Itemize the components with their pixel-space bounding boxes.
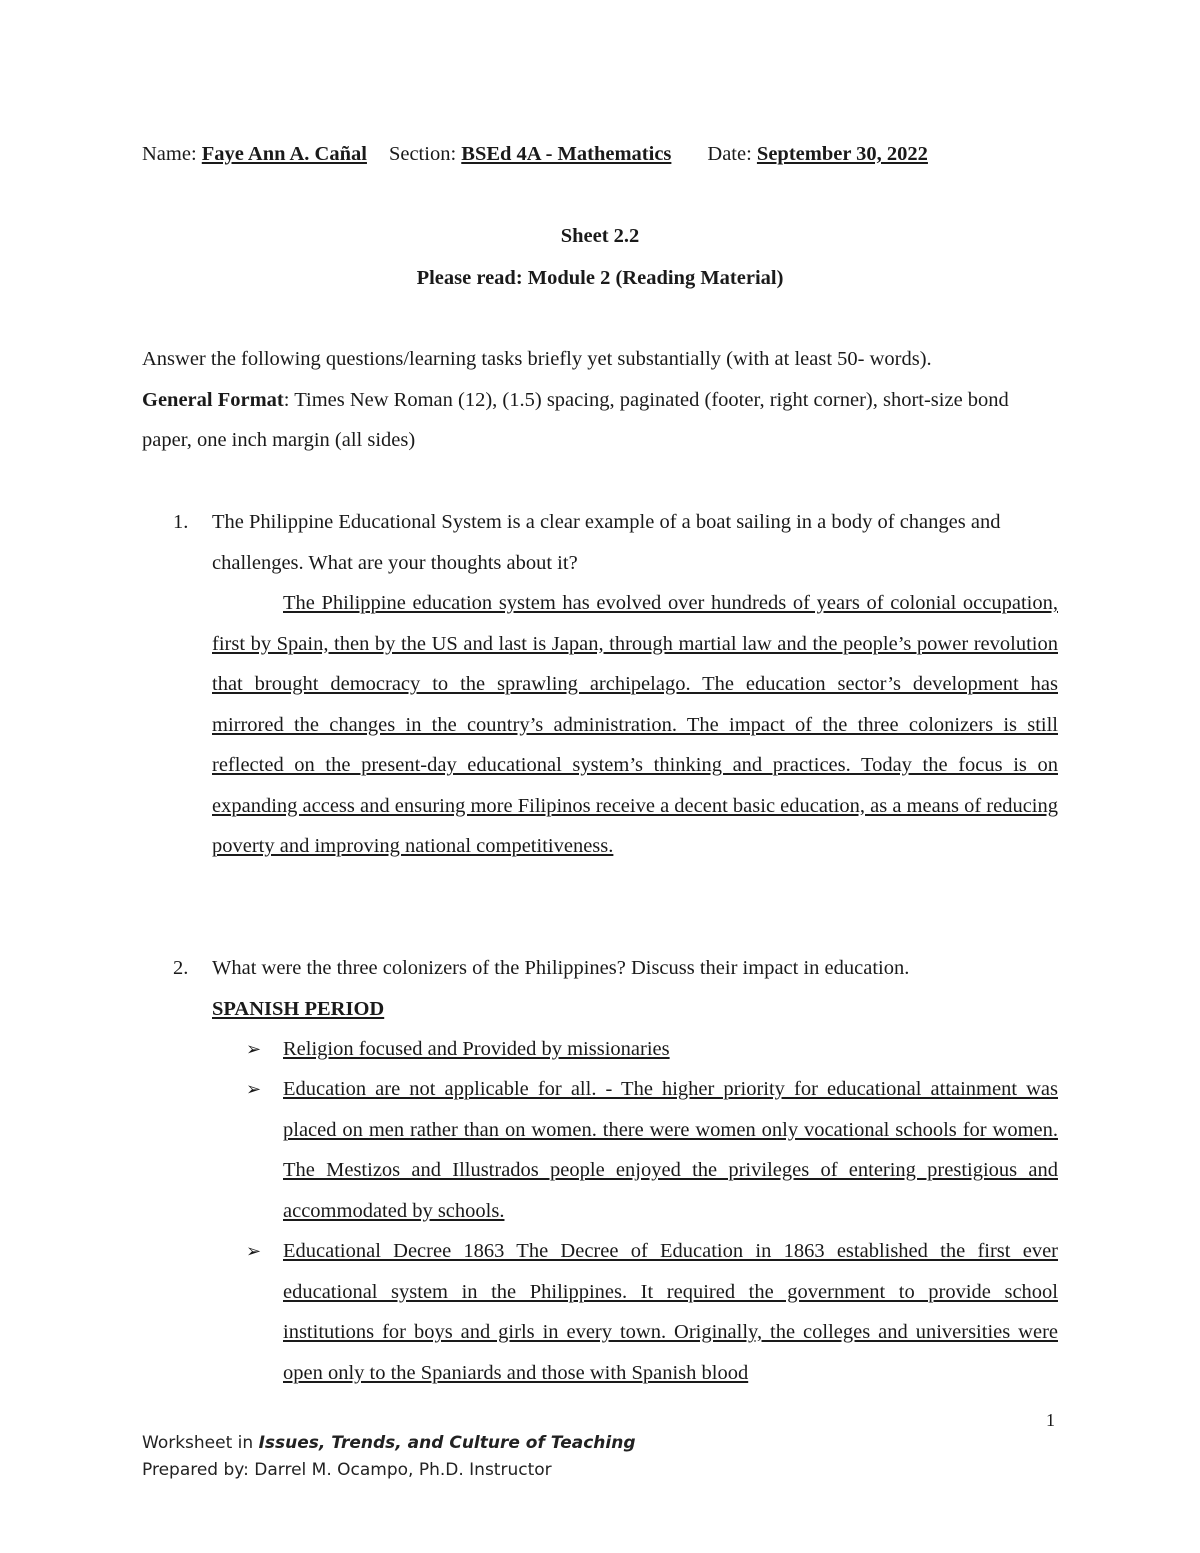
question-text: The Philippine Educational System is a clear example of a boat sailing in a body of changes and challenges. What are your thoughts about it? xyxy=(212,511,1001,574)
footer-prefix: Worksheet in xyxy=(142,1433,259,1453)
student-name: Faye Ann A. Cañal xyxy=(201,143,367,165)
answer-paragraph: The Philippine education system has evolved over hundreds of years of colonial occupation, first by Spain, then by the US and last is Japan, through martial law and the people’s power revolution that brought democracy to the sprawling archipelago. The education sector’s development has mirrored the changes in the country’s administration. The impact of the three colonizers is still reflected on the present-day educational system’s thinking and practices. Today the focus is on expanding access and ensuring more Filipinos receive a decent basic education, as a means of reducing poverty and improving national competitiveness. xyxy=(212,592,1058,857)
list-item: Educational Decree 1863 The Decree of Education in 1863 established the first ever educational system in the Philippines. It required the government to provide school institutions for boys and girls in every town. Originally, the colleges and universities were open only to the Spaniards and those with Spanish blood xyxy=(283,1240,1058,1384)
reading-instruction: Please read: Module 2 (Reading Material) xyxy=(416,267,784,289)
footer-worksheet-line xyxy=(142,1433,635,1453)
question-number: 2. xyxy=(173,957,189,979)
question-text: What were the three colonizers of the Philippines? Discuss their impact in education. xyxy=(212,957,910,979)
instructions-paragraph xyxy=(142,339,1058,461)
course-title: Issues, Trends, and Culture of Teaching xyxy=(258,1433,636,1453)
page-number: 1 xyxy=(1046,1410,1055,1430)
list-item: Education are not applicable for all. - The higher priority for educational attainment was placed on men rather than on women. there were women only vocational schools for women. The Mestizos and Illustrados people enjoyed the privileges of entering prestigious and accommodated by schools. xyxy=(283,1078,1058,1222)
footer-prepared-by: Prepared by: Darrel M. Ocampo, Ph.D. Instructor xyxy=(142,1460,552,1480)
period-heading: SPANISH PERIOD xyxy=(212,998,385,1020)
student-info-line xyxy=(142,143,1062,166)
format-text: : Times New Roman (12), (1.5) spacing, paginated (footer, right corner), short-size bond paper, one inch margin (all sides) xyxy=(142,388,1009,451)
date-label: Date: xyxy=(707,143,757,165)
format-label: General Format xyxy=(142,388,284,411)
instruction-text: Answer the following questions/learning tasks briefly yet substantially (with at least 50- words). xyxy=(142,348,932,370)
student-section: BSEd 4A - Mathematics xyxy=(461,143,672,165)
list-item: Religion focused and Provided by missionaries xyxy=(283,1038,670,1060)
submission-date: September 30, 2022 xyxy=(756,143,928,165)
sheet-title: Sheet 2.2 xyxy=(560,225,640,247)
arrow-bullet-icon: ➢ xyxy=(246,1079,262,1099)
question-number: 1. xyxy=(173,511,189,533)
section-label: Section: xyxy=(388,143,462,165)
arrow-bullet-icon: ➢ xyxy=(246,1039,262,1059)
arrow-bullet-icon: ➢ xyxy=(246,1241,262,1261)
name-label: Name: xyxy=(142,143,202,165)
